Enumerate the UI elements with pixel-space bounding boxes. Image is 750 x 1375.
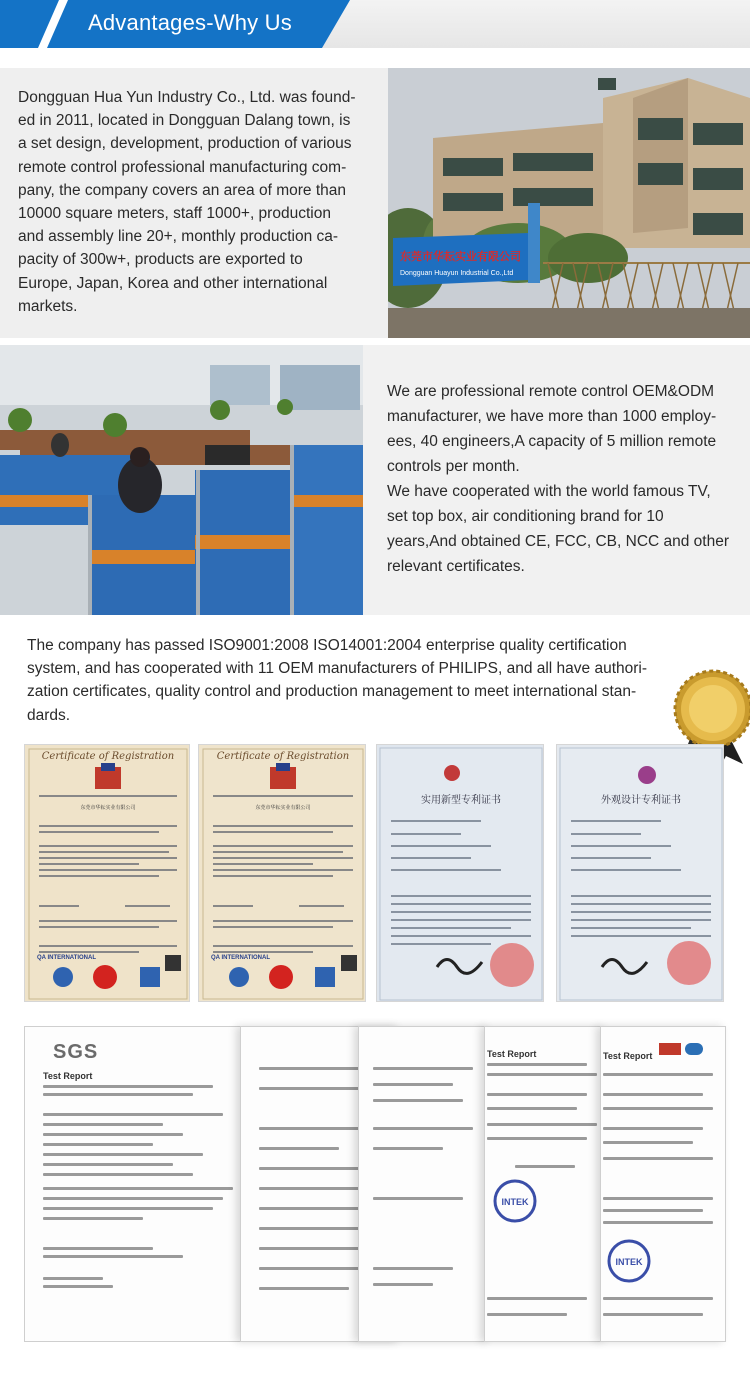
report-title: Test Report [603,1051,653,1061]
workforce-line: We have cooperated with the world famous TV, [387,483,711,500]
design-patent-certificate [556,744,724,1002]
intro-line: and assembly line 20+, monthly production ca- [18,228,339,246]
cert-company: 东莞市华耘实业有限公司 [80,805,136,811]
factory-building-photo [388,68,750,338]
intro-line: remote control professional manufacturing com- [18,158,347,176]
quality-line: zation certificates, quality control and production management to meet international stan- [27,683,637,701]
cert-footer: QA INTERNATIONAL [211,955,270,961]
sgs-logo: SGS [53,1041,99,1063]
intro-line: markets. [18,297,78,315]
intro-line: pacity of 300w+, products are exported to [18,251,303,269]
stamp-text: INTEK [615,1257,643,1267]
cert-heading: Certificate of Registration [41,751,175,762]
factory-sign-en: Dongguan Huayun Industrial Co.,Ltd [400,270,514,277]
test-report-page-3 [358,1026,490,1342]
company-intro-text [18,86,374,318]
cert-heading: 实用新型专利证书 [421,795,501,806]
iso-certificate-1 [24,744,190,1002]
accreditation-logo-icon [685,1043,703,1055]
intro-line: ed in 2011, located in Dongguan Dalang town, is [18,112,351,130]
intro-line: Europe, Japan, Korea and other international [18,274,328,292]
certificates-row [24,744,724,1002]
intek-stamp-icon [491,1177,539,1225]
iso-certificate-2 [198,744,366,1002]
intek-test-report-2 [600,1026,726,1342]
workforce-text [387,379,737,579]
workforce-line: set top box, air conditioning brand for 10 [387,508,664,525]
intro-line: a set design, development, production of various [18,135,352,153]
cert-heading: Certificate of Registration [216,751,350,762]
quality-line: dards. [27,706,71,724]
intek-stamp-icon [605,1237,653,1285]
section-header [0,0,750,48]
company-intro-section [0,68,750,338]
office-illustration [0,345,363,615]
header-title: Advantages-Why Us [88,10,292,35]
utility-patent-certificate [376,744,544,1002]
quality-line: The company has passed ISO9001:2008 ISO14001:2004 enterprise quality certification [27,637,627,654]
intek-test-report-1 [484,1026,606,1342]
workforce-section [0,345,750,615]
intro-line: pany, the company covers an area of more than [18,181,346,199]
workforce-line: relevant certificates. [387,558,525,575]
workforce-line: years,And obtained CE, FCC, CB, NCC and other [387,533,730,550]
test-reports-row [24,1026,726,1342]
factory-sign-cn: 东莞市华耘实业有限公司 [400,250,521,263]
report-title: Test Report [43,1071,93,1081]
cert-heading: 外观设计专利证书 [601,795,681,806]
quality-line: system, and has cooperated with 11 OEM manufacturers of PHILIPS, and all have authori- [27,660,648,678]
quality-text [27,634,677,727]
cert-footer: QA INTERNATIONAL [37,955,96,961]
stamp-text: INTEK [501,1197,529,1207]
workforce-line: controls per month. [387,458,520,475]
intro-line: Dongguan Hua Yun Industry Co., Ltd. was found- [18,89,356,106]
factory-illustration [388,68,750,338]
office-photo [0,345,363,615]
workforce-line: We are professional remote control OEM&ODM [387,383,715,400]
accreditation-logo-icon [659,1043,681,1055]
sgs-test-report [24,1026,248,1342]
report-title: Test Report [487,1049,537,1059]
intro-line: 10000 square meters, staff 1000+, production [18,205,331,223]
workforce-line: manufacturer, we have more than 1000 employ- [387,408,717,425]
workforce-line: ees, 40 engineers,A capacity of 5 million remote [387,433,717,450]
cert-company: 东莞市华耘实业有限公司 [255,805,311,811]
